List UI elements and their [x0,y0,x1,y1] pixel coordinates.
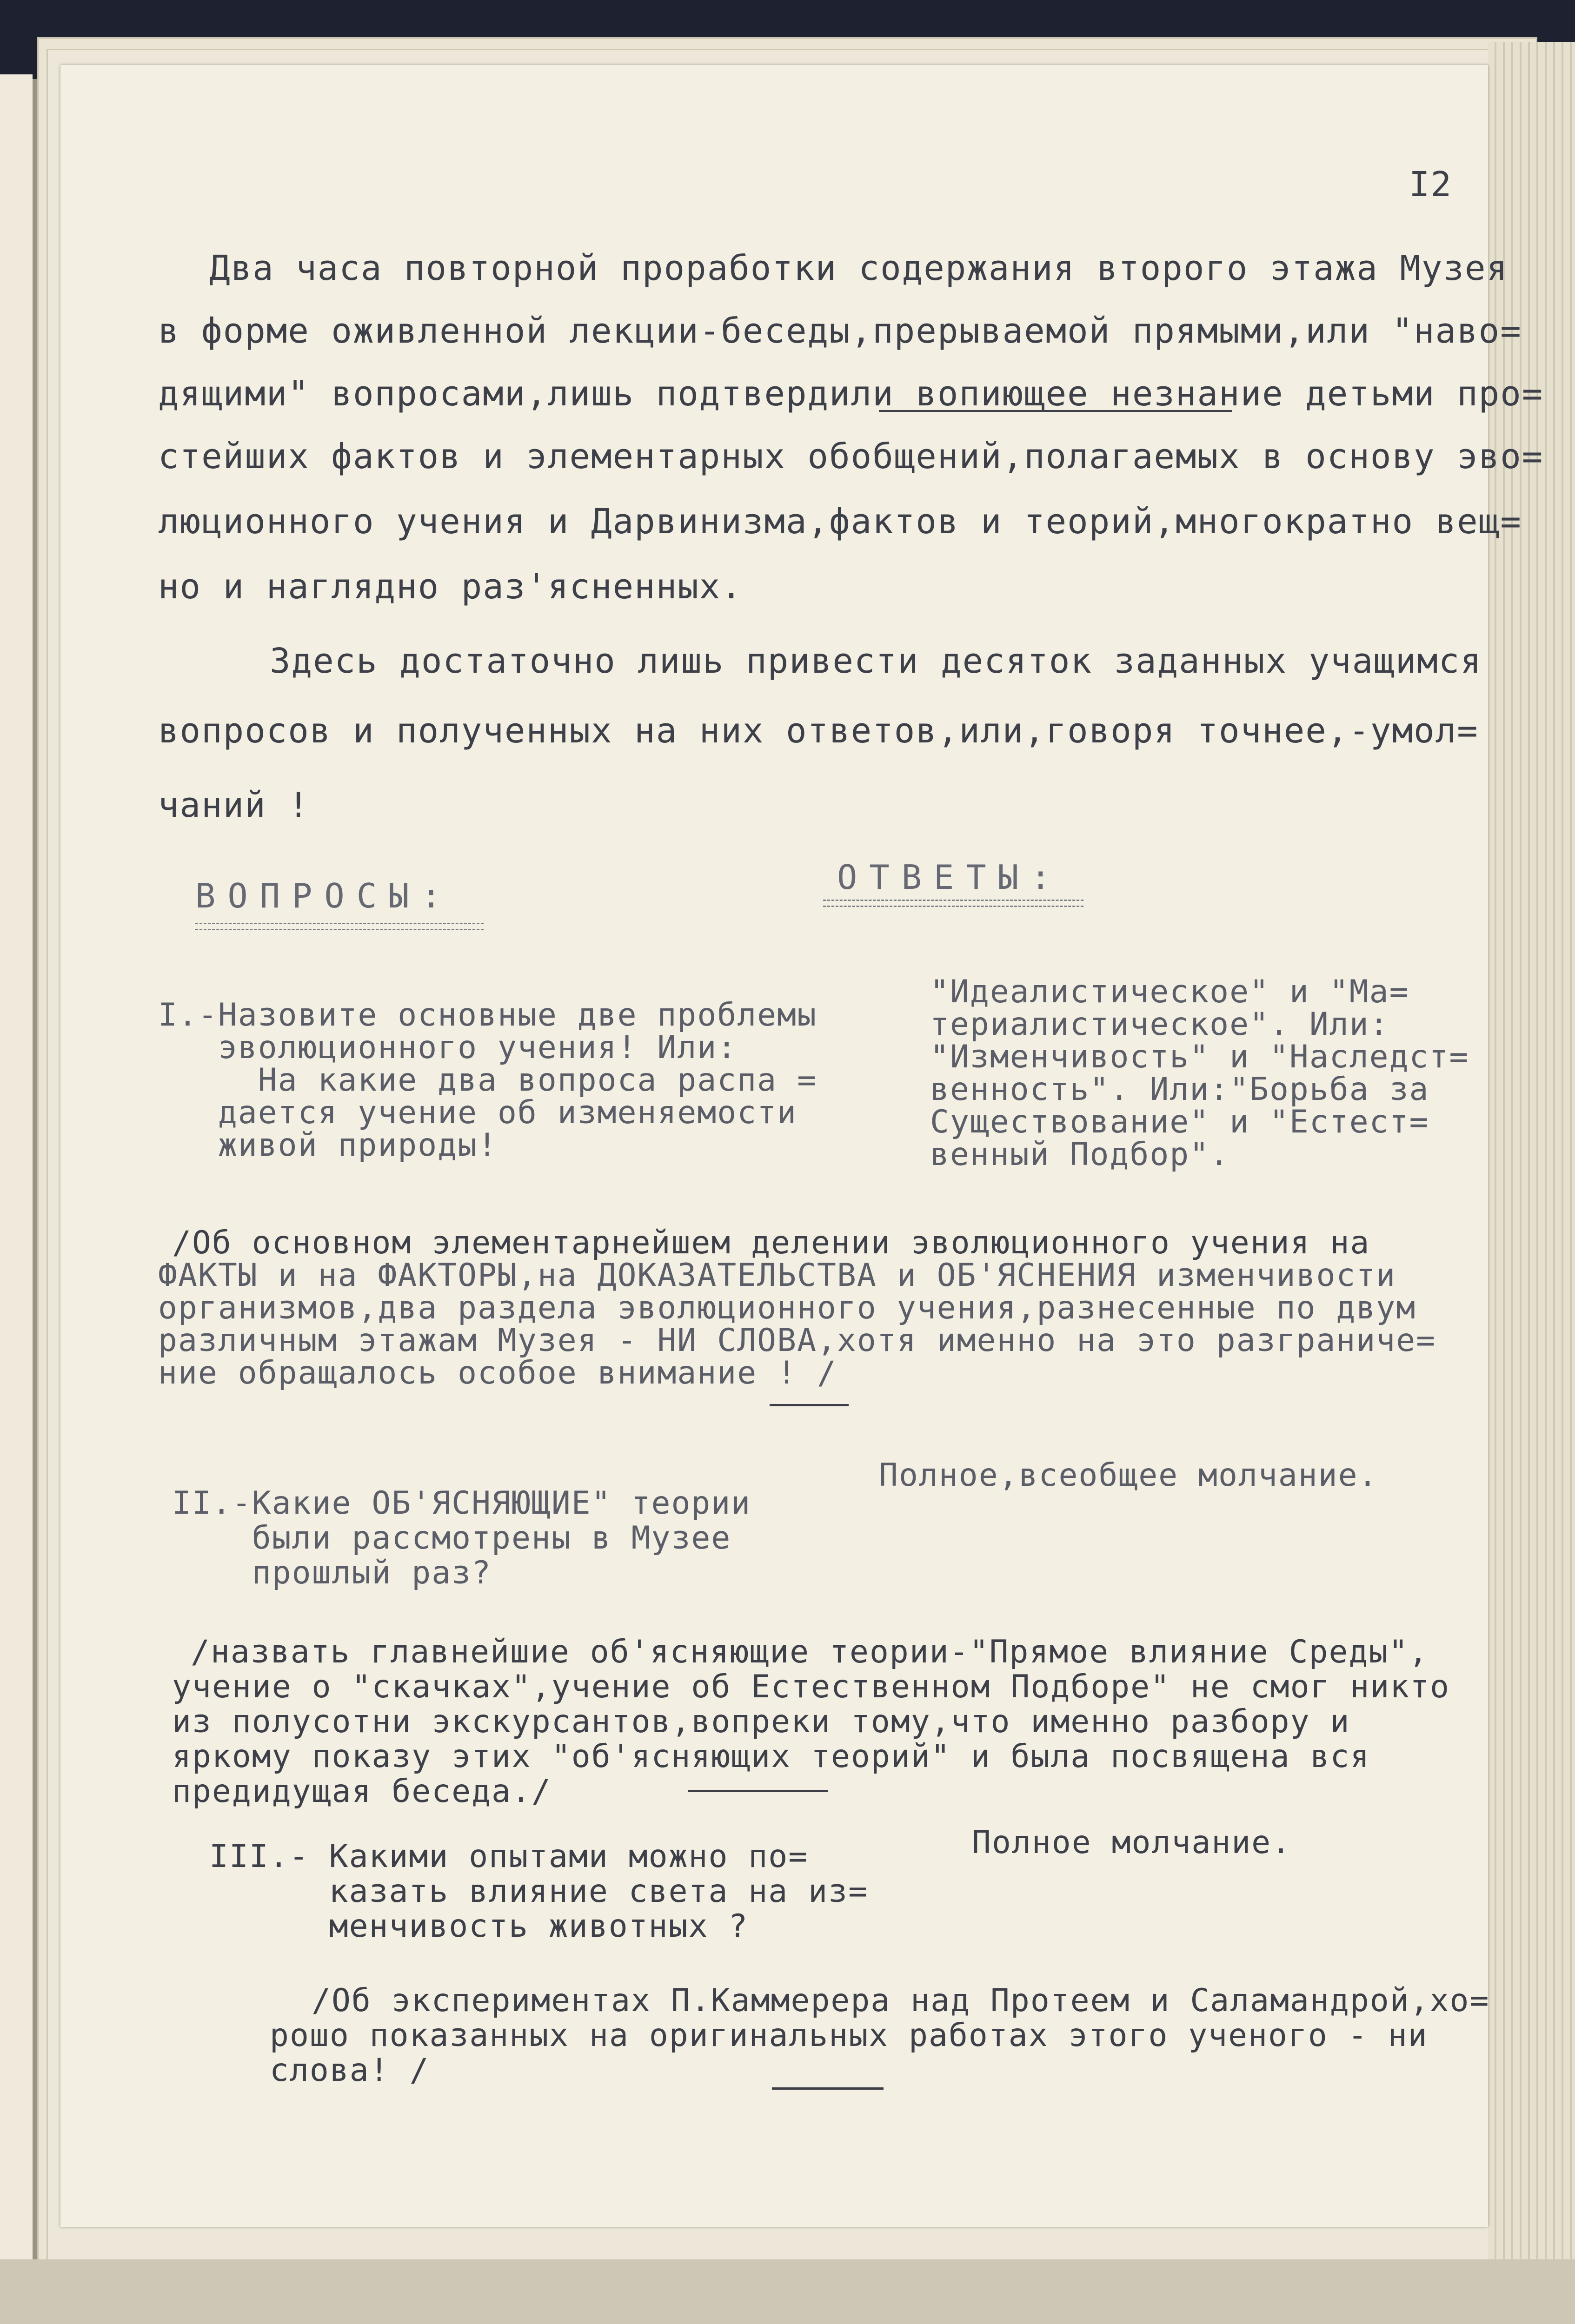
note-line: /назвать главнейшие об'ясняющие теории-"Прямое влияние Среды", [191,1634,1429,1670]
intro2-line: Здесь достаточно лишь привести десяток заданных учащимся [270,641,1482,681]
answer-line: венность". Или:"Борьба за [930,1071,1429,1108]
answer-line: Существование" и "Естест= [930,1104,1429,1140]
question-line: III.- Какими опытами можно по= [209,1838,809,1875]
intro-line: но и наглядно раз'ясненных. [158,567,743,607]
answer-line: "Идеалистическое" и "Ма= [930,973,1409,1010]
intro2-line: чаний ! [158,785,310,825]
intro-line: стейших фактов и элементарных обобщений,полагаемых в основу эво= [158,437,1544,477]
note-line: рошо показанных на оригинальных работах этого ученого - ни [270,2017,1428,2054]
question-line: казать влияние света на из= [209,1873,869,1910]
question-line: прошлый раз? [172,1555,492,1591]
question-line: На какие два вопроса распа = [158,1062,817,1099]
note-line: предидущая беседа./ [172,1773,552,1810]
note-line: /Об экспериментах П.Каммерера над Протеем и Саламандрой,хо= [312,1982,1490,2019]
scan-background-bottom [0,2259,1575,2324]
intro2-line: вопросов и полученных на них ответов,или,говоря точнее,-умол= [158,711,1479,751]
separator-line [770,1404,849,1406]
question-line: II.-Какие ОБ'ЯСНЯЮЩИЕ" теории [172,1485,751,1522]
question-line: I.-Назовите основные две проблемы [158,997,817,1033]
page-number: I2 [1409,165,1453,205]
questions-heading: ВОПРОСЫ: [195,876,453,915]
underline [879,410,1232,412]
answer-line: Полное,всеобщее молчание. [879,1457,1378,1494]
typewritten-page [60,65,1544,2227]
note-line: различным этажам Музея - НИ СЛОВА,хотя именно на это разграниче= [158,1322,1436,1359]
note-line: /Об основном элементарнейшем делении эволюционного учения на [172,1225,1370,1261]
scan-background-left [0,74,33,2324]
separator-line [688,1790,828,1792]
question-line: живой природы! [158,1127,498,1164]
answer-line: Полное молчание. [972,1824,1292,1861]
double-underline [823,900,1083,907]
intro-line: дящими" вопросами,лишь подтвердили вопиющее незнание детьми про= [158,374,1544,414]
intro-line: в форме оживленной лекции-беседы,прерываемой прямыми,или "наво= [158,311,1522,351]
note-line: организмов,два раздела эволюционного учения,разнесенные по двум [158,1290,1416,1326]
note-line: яркому показу этих "об'ясняющих теорий" и была посвящена вся [172,1738,1370,1775]
answer-line: венный Подбор". [930,1136,1230,1173]
note-line: из полусотни экскурсантов,вопреки тому,что именно разбору и [172,1703,1350,1740]
question-line: дается учение об изменяемости [158,1094,797,1131]
note-line: слова! / [270,2052,430,2089]
intro-line: люционного учения и Дарвинизма,фактов и теорий,многократно вещ= [158,502,1522,542]
note-line: ние обращалось особое внимание ! / [158,1355,837,1391]
answer-line: териалистическое". Или: [930,1006,1389,1043]
answer-line: "Изменчивость" и "Наследст= [930,1039,1469,1075]
separator-line [772,2087,884,2090]
intro-line: Два часа повторной проработки содержания второго этажа Музея [209,248,1509,288]
answers-heading: ОТВЕТЫ: [837,858,1063,897]
note-line: ФАКТЫ и на ФАКТОРЫ,на ДОКАЗАТЕЛЬСТВА и ОБ'ЯСНЕНИЯ изменчивости [158,1257,1396,1294]
note-line: учение о "скачках",учение об Естественном Подборе" не смог никто [172,1669,1450,1705]
double-underline [195,923,484,930]
question-line: были рассмотрены в Музее [172,1520,731,1556]
question-line: менчивость животных ? [209,1908,749,1945]
question-line: эволюционного учения! Или: [158,1029,738,1066]
